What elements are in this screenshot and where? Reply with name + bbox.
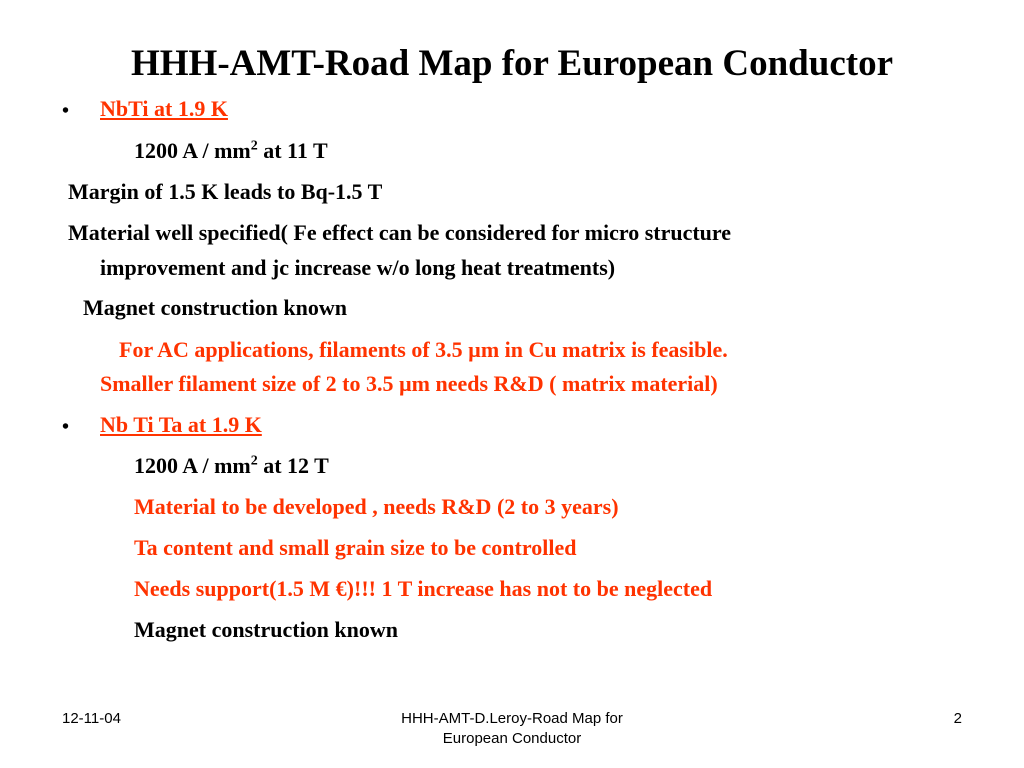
section2-current [134,453,329,479]
section1-current-sup: 2 [250,138,258,154]
section2-heading: Nb Ti Ta at 1.9 K [100,412,262,437]
footer-page-number: 2 [953,710,962,727]
section2-support: Needs support(1.5 M €)!!! 1 T increase has not to be neglected [134,576,713,601]
section2-magnet: Magnet construction known [134,617,399,642]
section1-ac-line1: For AC applications, filaments of 3.5 µm in Cu matrix is feasible. [119,337,728,362]
footer-center [362,709,662,749]
bullet-1: • [62,100,70,122]
section2-current-sup: 2 [250,453,258,469]
footer-center-line1: HHH-AMT-D.Leroy-Road Map for [401,710,623,727]
section2-ta: Ta content and small grain size to be controlled [134,535,577,560]
footer-date: 12-11-04 [62,710,121,727]
section1-heading: NbTi at 1.9 K [100,96,228,121]
section1-margin: Margin of 1.5 K leads to Bq-1.5 T [68,179,383,204]
section1-current-suffix: at 11 T [257,138,328,163]
slide-title: HHH-AMT-Road Map for European Conductor [131,43,893,84]
section2-current-suffix: at 12 T [257,453,329,478]
section1-current-prefix: 1200 A / mm [134,138,251,163]
section1-material-line1: Material well specified( Fe effect can be considered for micro structure [68,220,732,245]
bullet-2: • [62,416,70,438]
section2-current-prefix: 1200 A / mm [134,453,251,478]
section1-current [134,138,328,164]
footer-center-line2: European Conductor [442,730,582,747]
section2-develop: Material to be developed , needs R&D (2 to 3 years) [134,494,619,519]
section1-magnet: Magnet construction known [83,295,348,320]
section1-ac-line2: Smaller filament size of 2 to 3.5 µm needs R&D ( matrix material) [100,371,718,396]
section1-material-line2: improvement and jc increase w/o long heat treatments) [100,255,616,280]
